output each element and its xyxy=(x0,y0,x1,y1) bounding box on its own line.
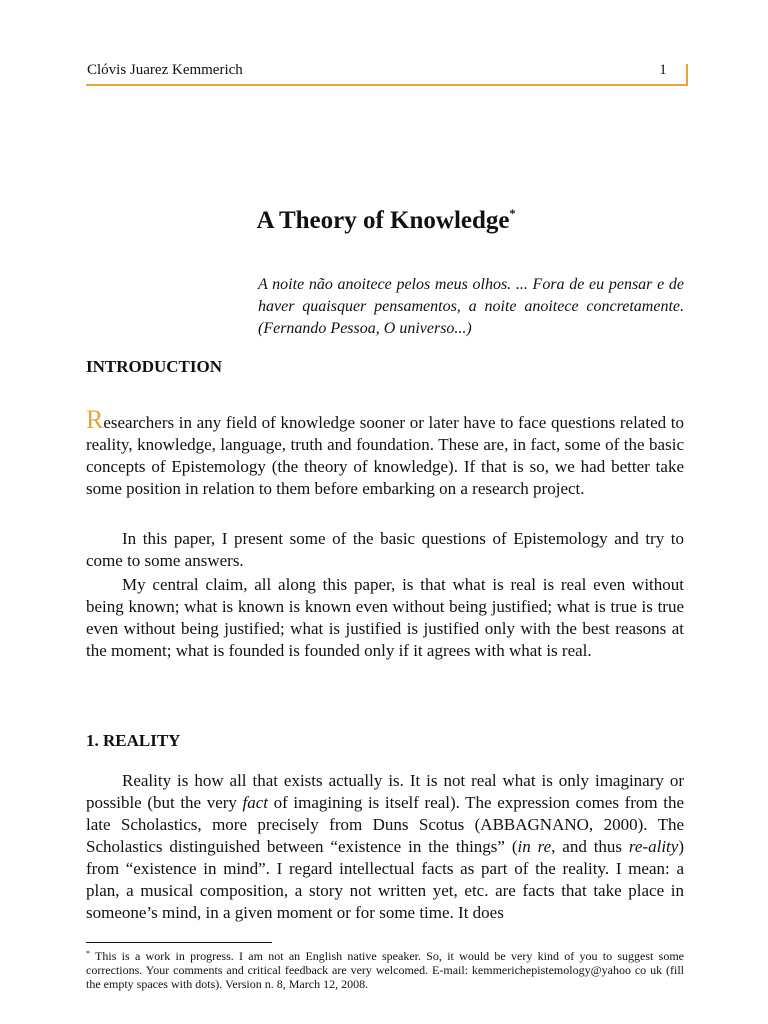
reality-text-4: ) from “existence in mind”. I regard intellectual facts as part of the reality. I mean: a plan, a musical composition, a story not written yet, etc. are facts that take place in someone’s mind, in a given moment or for some time. It does xyxy=(86,837,684,922)
reality-text-2: of imagining is itself real). The expression comes from the late Scholastics, more precisely from Duns Scotus (ABBAGNANO, 2000). The Scholastics distinguished between “existence in the things” ( xyxy=(86,793,684,856)
reality-emphasis-re-ality: re-ality xyxy=(628,837,679,856)
introduction-paragraph-3: My central claim, all along this paper, is that what is real is real even without being known; what is known is known even without being justified; what is true is true even without being justified; what is justified is justified only with the best reasons at the moment; what is founded is founded only if it agrees with what is real. xyxy=(86,575,684,660)
epigraph: A noite não anoitece pelos meus olhos. ... Fora de eu pensar e de haver quaisquer pensamentos, a noite anoitece concretamente. (Fernando Pessoa, O universo...) xyxy=(258,276,684,337)
reality-emphasis-fact: fact xyxy=(242,793,269,812)
footnote-marker: * xyxy=(86,949,90,958)
reality-paragraph xyxy=(86,770,684,924)
footnote-rule xyxy=(86,942,272,943)
introduction-paragraph-1-text: esearchers in any field of knowledge sooner or later have to face questions related to reality, knowledge, language, truth and foundation. These are, in fact, some of the basic concepts of Epistemology (the theory of knowledge). If that is so, we had better take some position in relation to them before embarking on a research project. xyxy=(86,413,684,498)
reality-heading: 1. REALITY xyxy=(86,731,181,750)
document-title xyxy=(86,207,686,235)
reality-emphasis-in-re: in re xyxy=(517,837,552,856)
title-footnote-marker: * xyxy=(509,206,516,220)
header-rule-corner xyxy=(686,64,688,86)
footnote xyxy=(86,949,684,991)
drop-cap: R xyxy=(86,405,104,434)
introduction-paragraph-2: In this paper, I present some of the basic questions of Epistemology and try to come to some answers. xyxy=(86,529,684,570)
title-text: A Theory of Knowledge xyxy=(256,207,510,234)
introduction-heading: INTRODUCTION xyxy=(86,357,223,376)
introduction-paragraph-1 xyxy=(86,405,684,500)
reality-text-1: Reality is how all that exists actually is. It is not real what is only imaginary or possible (but the very xyxy=(86,771,684,812)
page-number: 1 xyxy=(659,62,667,78)
footnote-text: This is a work in progress. I am not an English native speaker. So, it would be very kind of you to suggest some corrections. Your comments and critical feedback are very welcomed. E-mail: kemmerichepistemology@yahoo co uk (fill the empty spaces with dots). Version n. 8, March 12, 2008. xyxy=(86,949,684,991)
header-rule xyxy=(86,84,686,86)
running-header-author: Clóvis Juarez Kemmerich xyxy=(87,62,243,78)
reality-text-3: , and thus xyxy=(551,837,629,856)
